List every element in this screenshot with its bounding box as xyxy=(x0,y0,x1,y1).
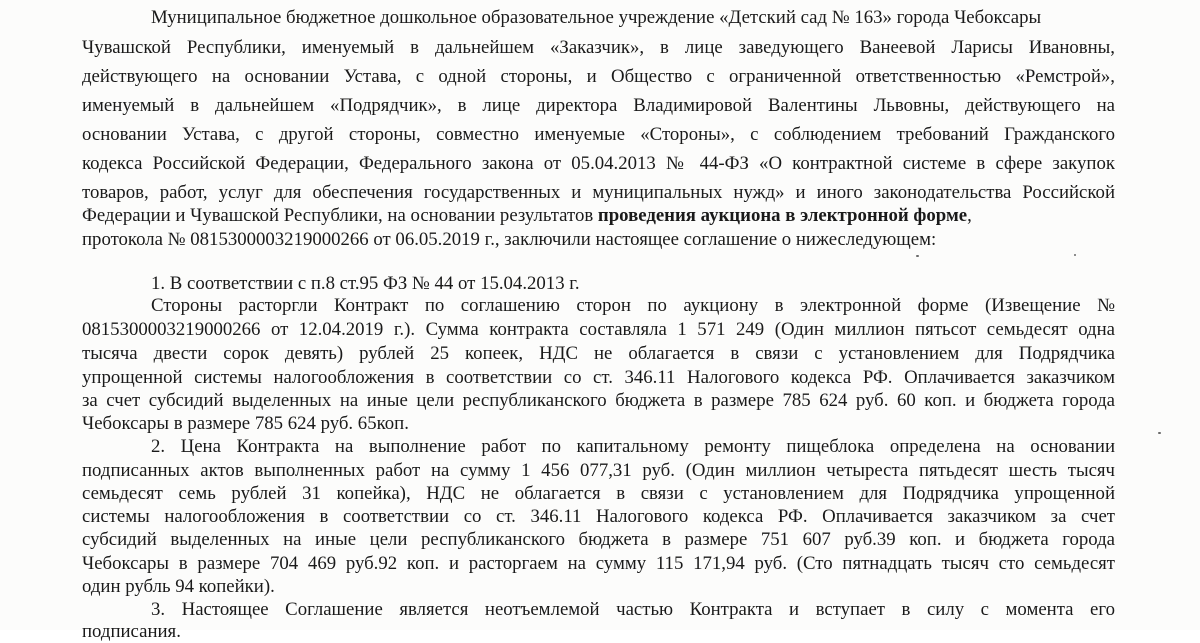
scan-speck xyxy=(1074,254,1076,256)
clause-2-line-7: один рубль 94 копейки). xyxy=(82,576,275,597)
preamble-line-2: Чувашской Республики, именуемый в дальнейшем «Заказчик», в лице заведующего Ванеевой Ларисы Ивановны, xyxy=(82,37,1115,58)
scan-speck xyxy=(1158,432,1161,434)
scan-speck xyxy=(916,255,919,257)
clause-3-line-1: 3. Настоящее Соглашение является неотъемлемой частью Контракта и вступает в силу с момента его xyxy=(151,599,1115,620)
clause-2-line-6: Чебоксары в размере 704 469 руб.92 коп. и расторгаем на сумму 115 171,94 руб. (Сто пятнадцать тысяч сто семьдесят xyxy=(82,553,1115,574)
clause-1-line-3: тысяча двести сорок девять) рублей 25 копеек, НДС не облагается в связи с установлением для Подрядчика xyxy=(82,343,1115,364)
preamble-line-9: протокола № 0815300003219000266 от 06.05.2019 г., заключили настоящее соглашение о нижеследующем: xyxy=(82,229,937,250)
auction-emphasis: проведения аукциона в электронной форме xyxy=(597,205,968,226)
preamble-line-6: кодекса Российской Федерации, Федерального закона от 05.04.2013 № 44-ФЗ «О контрактной системе в сфере закупок xyxy=(82,153,1115,174)
preamble-line-8-tail: , xyxy=(967,205,972,226)
preamble-line-5: основании Устава, с другой стороны, совместно именуемые «Стороны», с соблюдением требований Гражданского xyxy=(82,124,1115,145)
clause-1-line-2: 0815300003219000266 от 12.04.2019 г.). Сумма контракта составляла 1 571 249 (Один миллион пятьсот семьдесят одна xyxy=(82,319,1115,340)
preamble-line-4: именуемый в дальнейшем «Подрядчик», в лице директора Владимировой Валентины Львовны, действующего на xyxy=(82,95,1115,116)
clause-2-line-1: 2. Цена Контракта на выполнение работ по капитальному ремонту пищеблока определена на основании xyxy=(151,436,1115,457)
clause-2-line-3: семьдесят семь рублей 31 копейка), НДС не облагается в связи с установлением для Подрядчика упрощенной xyxy=(82,483,1115,504)
preamble-line-3: действующего на основании Устава, с одной стороны, и Общество с ограниченной ответственностью «Ремстрой», xyxy=(82,66,1115,87)
clause-1-line-4: упрощенной системы налогообложения в соответствии со ст. 346.11 Налогового кодекса РФ. Оплачивается заказчиком xyxy=(82,367,1115,388)
clause-2-line-5: субсидий выделенных на иные цели республиканского бюджета в размере 751 607 руб.39 коп. и бюджета города xyxy=(82,529,1115,550)
clause-1-line-1: Стороны расторгли Контракт по соглашению сторон по аукциону в электронной форме (Извещение № xyxy=(151,295,1115,316)
clause-1-heading: 1. В соответствии с п.8 ст.95 ФЗ № 44 от 15.04.2013 г. xyxy=(151,273,580,294)
clause-1-line-6: Чебоксары в размере 785 624 руб. 65коп. xyxy=(82,413,409,434)
clause-2-line-2: подписанных актов выполненных работ на сумму 1 456 077,31 руб. (Один миллион четыреста пятьдесят шесть тысяч xyxy=(82,460,1115,481)
preamble-line-8-text: Федерации и Чувашской Республики, на основании результатов xyxy=(82,205,598,226)
clause-2-line-4: системы налогообложения в соответствии со ст. 346.11 Налогового кодекса РФ. Оплачивается заказчиком за счет xyxy=(82,506,1115,527)
clause-3-line-2: подписания. xyxy=(82,621,181,642)
preamble-line-1: Муниципальное бюджетное дошкольное образовательное учреждение «Детский сад № 163» города Чебоксары xyxy=(151,7,1042,28)
preamble-line-7: товаров, работ, услуг для обеспечения государственных и муниципальных нужд» и иного законодательства Российской xyxy=(82,182,1115,203)
clause-1-line-5: за счет субсидий выделенных на иные цели республиканского бюджета в размере 785 624 руб. 60 коп. и бюджета города xyxy=(82,390,1115,411)
preamble-line-8 xyxy=(82,204,972,227)
